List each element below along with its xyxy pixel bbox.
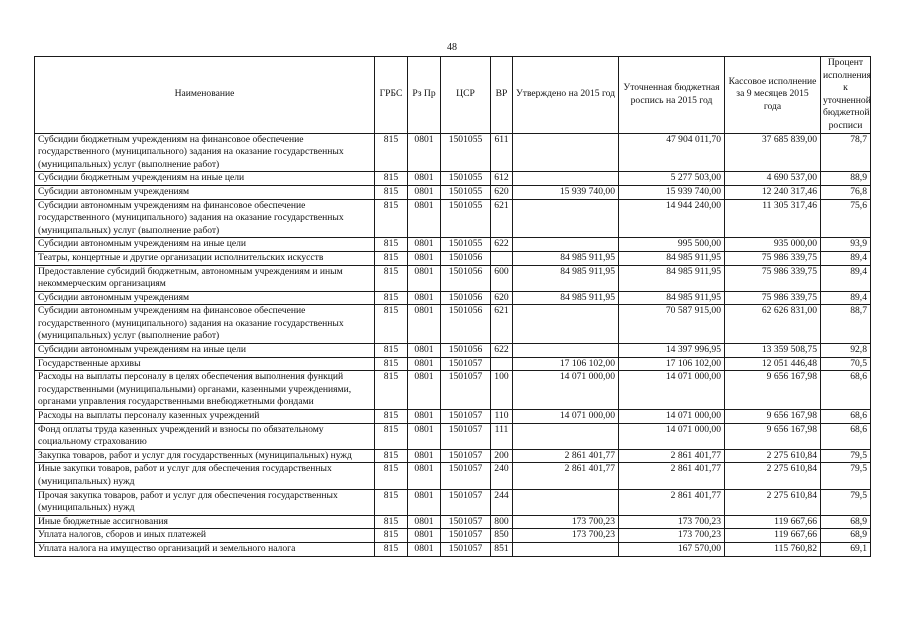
- cell-name: Государственные архивы: [35, 357, 375, 371]
- cell-refined: 84 985 911,95: [619, 251, 725, 265]
- table-row: [35, 357, 871, 371]
- cell-cash: 75 986 339,75: [725, 291, 821, 305]
- cell-name: Субсидии автономным учреждениям на иные цели: [35, 344, 375, 358]
- cell-refined: 15 939 740,00: [619, 185, 725, 199]
- cell-rz-pr: 0801: [408, 449, 441, 463]
- cell-csr: 1501057: [441, 489, 491, 515]
- cell-csr: 1501056: [441, 291, 491, 305]
- table-row: [35, 199, 871, 238]
- cell-approved: 84 985 911,95: [513, 291, 619, 305]
- cell-name: Иные бюджетные ассигнования: [35, 515, 375, 529]
- cell-refined: 14 071 000,00: [619, 410, 725, 424]
- cell-name: Расходы на выплаты персоналу казенных учреждений: [35, 410, 375, 424]
- cell-grbs: 815: [375, 489, 408, 515]
- cell-grbs: 815: [375, 291, 408, 305]
- cell-rz-pr: 0801: [408, 489, 441, 515]
- cell-percent: 92,8: [821, 344, 871, 358]
- cell-csr: 1501057: [441, 371, 491, 410]
- cell-percent: 89,4: [821, 265, 871, 291]
- cell-percent: 88,7: [821, 305, 871, 344]
- cell-approved: [513, 305, 619, 344]
- cell-grbs: 815: [375, 371, 408, 410]
- cell-refined: 70 587 915,00: [619, 305, 725, 344]
- cell-refined: 47 904 011,70: [619, 133, 725, 172]
- table-row: [35, 238, 871, 252]
- cell-approved: 2 861 401,77: [513, 449, 619, 463]
- cell-approved: 173 700,23: [513, 515, 619, 529]
- cell-rz-pr: 0801: [408, 410, 441, 424]
- table-header-row: [35, 57, 871, 134]
- cell-vr: 622: [491, 238, 513, 252]
- cell-rz-pr: 0801: [408, 172, 441, 186]
- cell-percent: 68,6: [821, 410, 871, 424]
- cell-grbs: 815: [375, 305, 408, 344]
- header-grbs: ГРБС: [375, 57, 408, 134]
- table-body: [35, 133, 871, 556]
- cell-refined: 14 071 000,00: [619, 423, 725, 449]
- budget-table: [34, 56, 871, 557]
- cell-percent: 68,6: [821, 371, 871, 410]
- cell-grbs: 815: [375, 423, 408, 449]
- cell-csr: 1501057: [441, 515, 491, 529]
- header-approved: Утверждено на 2015 год: [513, 57, 619, 134]
- cell-approved: [513, 238, 619, 252]
- header-cash: Кассовое исполнение за 9 месяцев 2015 года: [725, 57, 821, 134]
- cell-csr: 1501055: [441, 238, 491, 252]
- cell-rz-pr: 0801: [408, 423, 441, 449]
- cell-refined: 2 861 401,77: [619, 449, 725, 463]
- cell-cash: 12 240 317,46: [725, 185, 821, 199]
- cell-vr: 620: [491, 291, 513, 305]
- table-row: [35, 515, 871, 529]
- cell-csr: 1501057: [441, 529, 491, 543]
- cell-percent: 79,5: [821, 449, 871, 463]
- cell-approved: [513, 199, 619, 238]
- cell-percent: 68,9: [821, 515, 871, 529]
- cell-rz-pr: 0801: [408, 133, 441, 172]
- cell-rz-pr: 0801: [408, 515, 441, 529]
- cell-name: Закупка товаров, работ и услуг для государственных (муниципальных) нужд: [35, 449, 375, 463]
- header-csr: ЦСР: [441, 57, 491, 134]
- cell-csr: 1501057: [441, 542, 491, 556]
- cell-refined: 2 861 401,77: [619, 489, 725, 515]
- cell-percent: 79,5: [821, 489, 871, 515]
- cell-cash: 9 656 167,98: [725, 410, 821, 424]
- cell-rz-pr: 0801: [408, 529, 441, 543]
- cell-cash: 2 275 610,84: [725, 463, 821, 489]
- cell-percent: 93,9: [821, 238, 871, 252]
- cell-cash: 9 656 167,98: [725, 371, 821, 410]
- cell-grbs: 815: [375, 133, 408, 172]
- cell-percent: 89,4: [821, 291, 871, 305]
- cell-vr: [491, 357, 513, 371]
- cell-approved: [513, 172, 619, 186]
- cell-name: Субсидии автономным учреждениям: [35, 185, 375, 199]
- cell-csr: 1501056: [441, 305, 491, 344]
- cell-refined: 14 944 240,00: [619, 199, 725, 238]
- cell-cash: 13 359 508,75: [725, 344, 821, 358]
- table-row: [35, 489, 871, 515]
- cell-refined: 167 570,00: [619, 542, 725, 556]
- cell-rz-pr: 0801: [408, 251, 441, 265]
- cell-grbs: 815: [375, 199, 408, 238]
- table-row: [35, 463, 871, 489]
- table-row: [35, 542, 871, 556]
- cell-csr: 1501057: [441, 357, 491, 371]
- cell-csr: 1501057: [441, 463, 491, 489]
- cell-vr: 600: [491, 265, 513, 291]
- cell-cash: 9 656 167,98: [725, 423, 821, 449]
- header-refined: Уточненная бюджетная роспись на 2015 год: [619, 57, 725, 134]
- cell-cash: 75 986 339,75: [725, 265, 821, 291]
- table-row: [35, 291, 871, 305]
- cell-vr: 110: [491, 410, 513, 424]
- table-row: [35, 449, 871, 463]
- cell-csr: 1501055: [441, 133, 491, 172]
- cell-refined: 173 700,23: [619, 529, 725, 543]
- cell-grbs: 815: [375, 449, 408, 463]
- table-row: [35, 305, 871, 344]
- cell-csr: 1501055: [441, 199, 491, 238]
- cell-refined: 173 700,23: [619, 515, 725, 529]
- cell-rz-pr: 0801: [408, 291, 441, 305]
- cell-percent: 88,9: [821, 172, 871, 186]
- cell-rz-pr: 0801: [408, 357, 441, 371]
- cell-name: Театры, концертные и другие организации исполнительских искусств: [35, 251, 375, 265]
- cell-name: Уплата налогов, сборов и иных платежей: [35, 529, 375, 543]
- cell-percent: 68,9: [821, 529, 871, 543]
- cell-refined: 14 397 996,95: [619, 344, 725, 358]
- cell-refined: 17 106 102,00: [619, 357, 725, 371]
- cell-grbs: 815: [375, 185, 408, 199]
- cell-approved: 14 071 000,00: [513, 410, 619, 424]
- cell-cash: 12 051 446,48: [725, 357, 821, 371]
- cell-percent: 89,4: [821, 251, 871, 265]
- table-row: [35, 423, 871, 449]
- cell-approved: [513, 542, 619, 556]
- cell-grbs: 815: [375, 251, 408, 265]
- cell-name: Предоставление субсидий бюджетным, автономным учреждениям и иным некоммерческим организациям: [35, 265, 375, 291]
- cell-csr: 1501057: [441, 410, 491, 424]
- cell-grbs: 815: [375, 542, 408, 556]
- cell-approved: [513, 423, 619, 449]
- table-row: [35, 265, 871, 291]
- cell-vr: 611: [491, 133, 513, 172]
- cell-cash: 119 667,66: [725, 515, 821, 529]
- cell-name: Расходы на выплаты персоналу в целях обеспечения выполнения функций государственными (муниципальными) органами, казенными учреждениями, органами управления государственными внебюджетными фондами: [35, 371, 375, 410]
- cell-rz-pr: 0801: [408, 199, 441, 238]
- cell-name: Субсидии автономным учреждениям на финансовое обеспечение государственного (муниципального) задания на оказание государственных (муниципальных) услуг (выполнение работ): [35, 199, 375, 238]
- cell-csr: 1501056: [441, 265, 491, 291]
- cell-vr: 200: [491, 449, 513, 463]
- cell-rz-pr: 0801: [408, 371, 441, 410]
- cell-name: Субсидии автономным учреждениям на финансовое обеспечение государственного (муниципального) задания на оказание государственных (муниципальных) услуг (выполнение работ): [35, 305, 375, 344]
- page-number: 48: [447, 42, 457, 53]
- cell-percent: 70,5: [821, 357, 871, 371]
- cell-rz-pr: 0801: [408, 344, 441, 358]
- cell-csr: 1501057: [441, 423, 491, 449]
- cell-approved: 2 861 401,77: [513, 463, 619, 489]
- cell-cash: 4 690 537,00: [725, 172, 821, 186]
- cell-grbs: 815: [375, 463, 408, 489]
- cell-cash: 115 760,82: [725, 542, 821, 556]
- cell-vr: 111: [491, 423, 513, 449]
- cell-cash: 37 685 839,00: [725, 133, 821, 172]
- cell-vr: 621: [491, 305, 513, 344]
- cell-approved: [513, 489, 619, 515]
- cell-vr: 621: [491, 199, 513, 238]
- cell-csr: 1501056: [441, 344, 491, 358]
- cell-vr: 620: [491, 185, 513, 199]
- cell-grbs: 815: [375, 515, 408, 529]
- cell-percent: 76,8: [821, 185, 871, 199]
- cell-cash: 2 275 610,84: [725, 489, 821, 515]
- cell-approved: [513, 344, 619, 358]
- cell-name: Иные закупки товаров, работ и услуг для обеспечения государственных (муниципальных) нужд: [35, 463, 375, 489]
- cell-rz-pr: 0801: [408, 185, 441, 199]
- cell-name: Субсидии автономным учреждениям: [35, 291, 375, 305]
- cell-cash: 935 000,00: [725, 238, 821, 252]
- cell-percent: 75,6: [821, 199, 871, 238]
- cell-rz-pr: 0801: [408, 463, 441, 489]
- cell-name: Фонд оплаты труда казенных учреждений и взносы по обязательному социальному страхованию: [35, 423, 375, 449]
- cell-vr: 244: [491, 489, 513, 515]
- cell-vr: [491, 251, 513, 265]
- cell-vr: 240: [491, 463, 513, 489]
- cell-approved: 84 985 911,95: [513, 251, 619, 265]
- cell-name: Субсидии бюджетным учреждениям на иные цели: [35, 172, 375, 186]
- cell-cash: 119 667,66: [725, 529, 821, 543]
- cell-refined: 84 985 911,95: [619, 291, 725, 305]
- cell-csr: 1501057: [441, 449, 491, 463]
- cell-csr: 1501055: [441, 172, 491, 186]
- header-rz-pr: Рз Пр: [408, 57, 441, 134]
- cell-vr: 100: [491, 371, 513, 410]
- cell-cash: 62 626 831,00: [725, 305, 821, 344]
- table-row: [35, 344, 871, 358]
- cell-cash: 75 986 339,75: [725, 251, 821, 265]
- cell-cash: 11 305 317,46: [725, 199, 821, 238]
- cell-vr: 612: [491, 172, 513, 186]
- table-row: [35, 185, 871, 199]
- cell-name: Прочая закупка товаров, работ и услуг для обеспечения государственных (муниципальных) нужд: [35, 489, 375, 515]
- cell-approved: 173 700,23: [513, 529, 619, 543]
- table-row: [35, 529, 871, 543]
- cell-name: Субсидии автономным учреждениям на иные цели: [35, 238, 375, 252]
- cell-vr: 622: [491, 344, 513, 358]
- cell-vr: 850: [491, 529, 513, 543]
- cell-approved: [513, 133, 619, 172]
- cell-percent: 68,6: [821, 423, 871, 449]
- table-row: [35, 371, 871, 410]
- cell-approved: 15 939 740,00: [513, 185, 619, 199]
- table-row: [35, 410, 871, 424]
- header-vr: ВР: [491, 57, 513, 134]
- cell-refined: 84 985 911,95: [619, 265, 725, 291]
- cell-approved: 14 071 000,00: [513, 371, 619, 410]
- cell-percent: 69,1: [821, 542, 871, 556]
- table-row: [35, 251, 871, 265]
- cell-approved: 17 106 102,00: [513, 357, 619, 371]
- cell-vr: 800: [491, 515, 513, 529]
- cell-rz-pr: 0801: [408, 238, 441, 252]
- cell-name: Субсидии бюджетным учреждениям на финансовое обеспечение государственного (муниципального) задания на оказание государственных (муниципальных) услуг (выполнение работ): [35, 133, 375, 172]
- cell-grbs: 815: [375, 172, 408, 186]
- cell-grbs: 815: [375, 357, 408, 371]
- cell-percent: 79,5: [821, 463, 871, 489]
- cell-csr: 1501055: [441, 185, 491, 199]
- cell-rz-pr: 0801: [408, 265, 441, 291]
- cell-grbs: 815: [375, 344, 408, 358]
- cell-percent: 78,7: [821, 133, 871, 172]
- cell-cash: 2 275 610,84: [725, 449, 821, 463]
- cell-refined: 5 277 503,00: [619, 172, 725, 186]
- cell-grbs: 815: [375, 529, 408, 543]
- cell-rz-pr: 0801: [408, 542, 441, 556]
- cell-approved: 84 985 911,95: [513, 265, 619, 291]
- cell-grbs: 815: [375, 410, 408, 424]
- table-row: [35, 172, 871, 186]
- cell-refined: 2 861 401,77: [619, 463, 725, 489]
- cell-grbs: 815: [375, 265, 408, 291]
- cell-grbs: 815: [375, 238, 408, 252]
- header-percent: Процент исполнения к уточненной бюджетной росписи: [821, 57, 871, 134]
- table-row: [35, 133, 871, 172]
- cell-vr: 851: [491, 542, 513, 556]
- cell-rz-pr: 0801: [408, 305, 441, 344]
- cell-refined: 14 071 000,00: [619, 371, 725, 410]
- cell-csr: 1501056: [441, 251, 491, 265]
- cell-name: Уплата налога на имущество организаций и земельного налога: [35, 542, 375, 556]
- cell-refined: 995 500,00: [619, 238, 725, 252]
- header-name: Наименование: [35, 57, 375, 134]
